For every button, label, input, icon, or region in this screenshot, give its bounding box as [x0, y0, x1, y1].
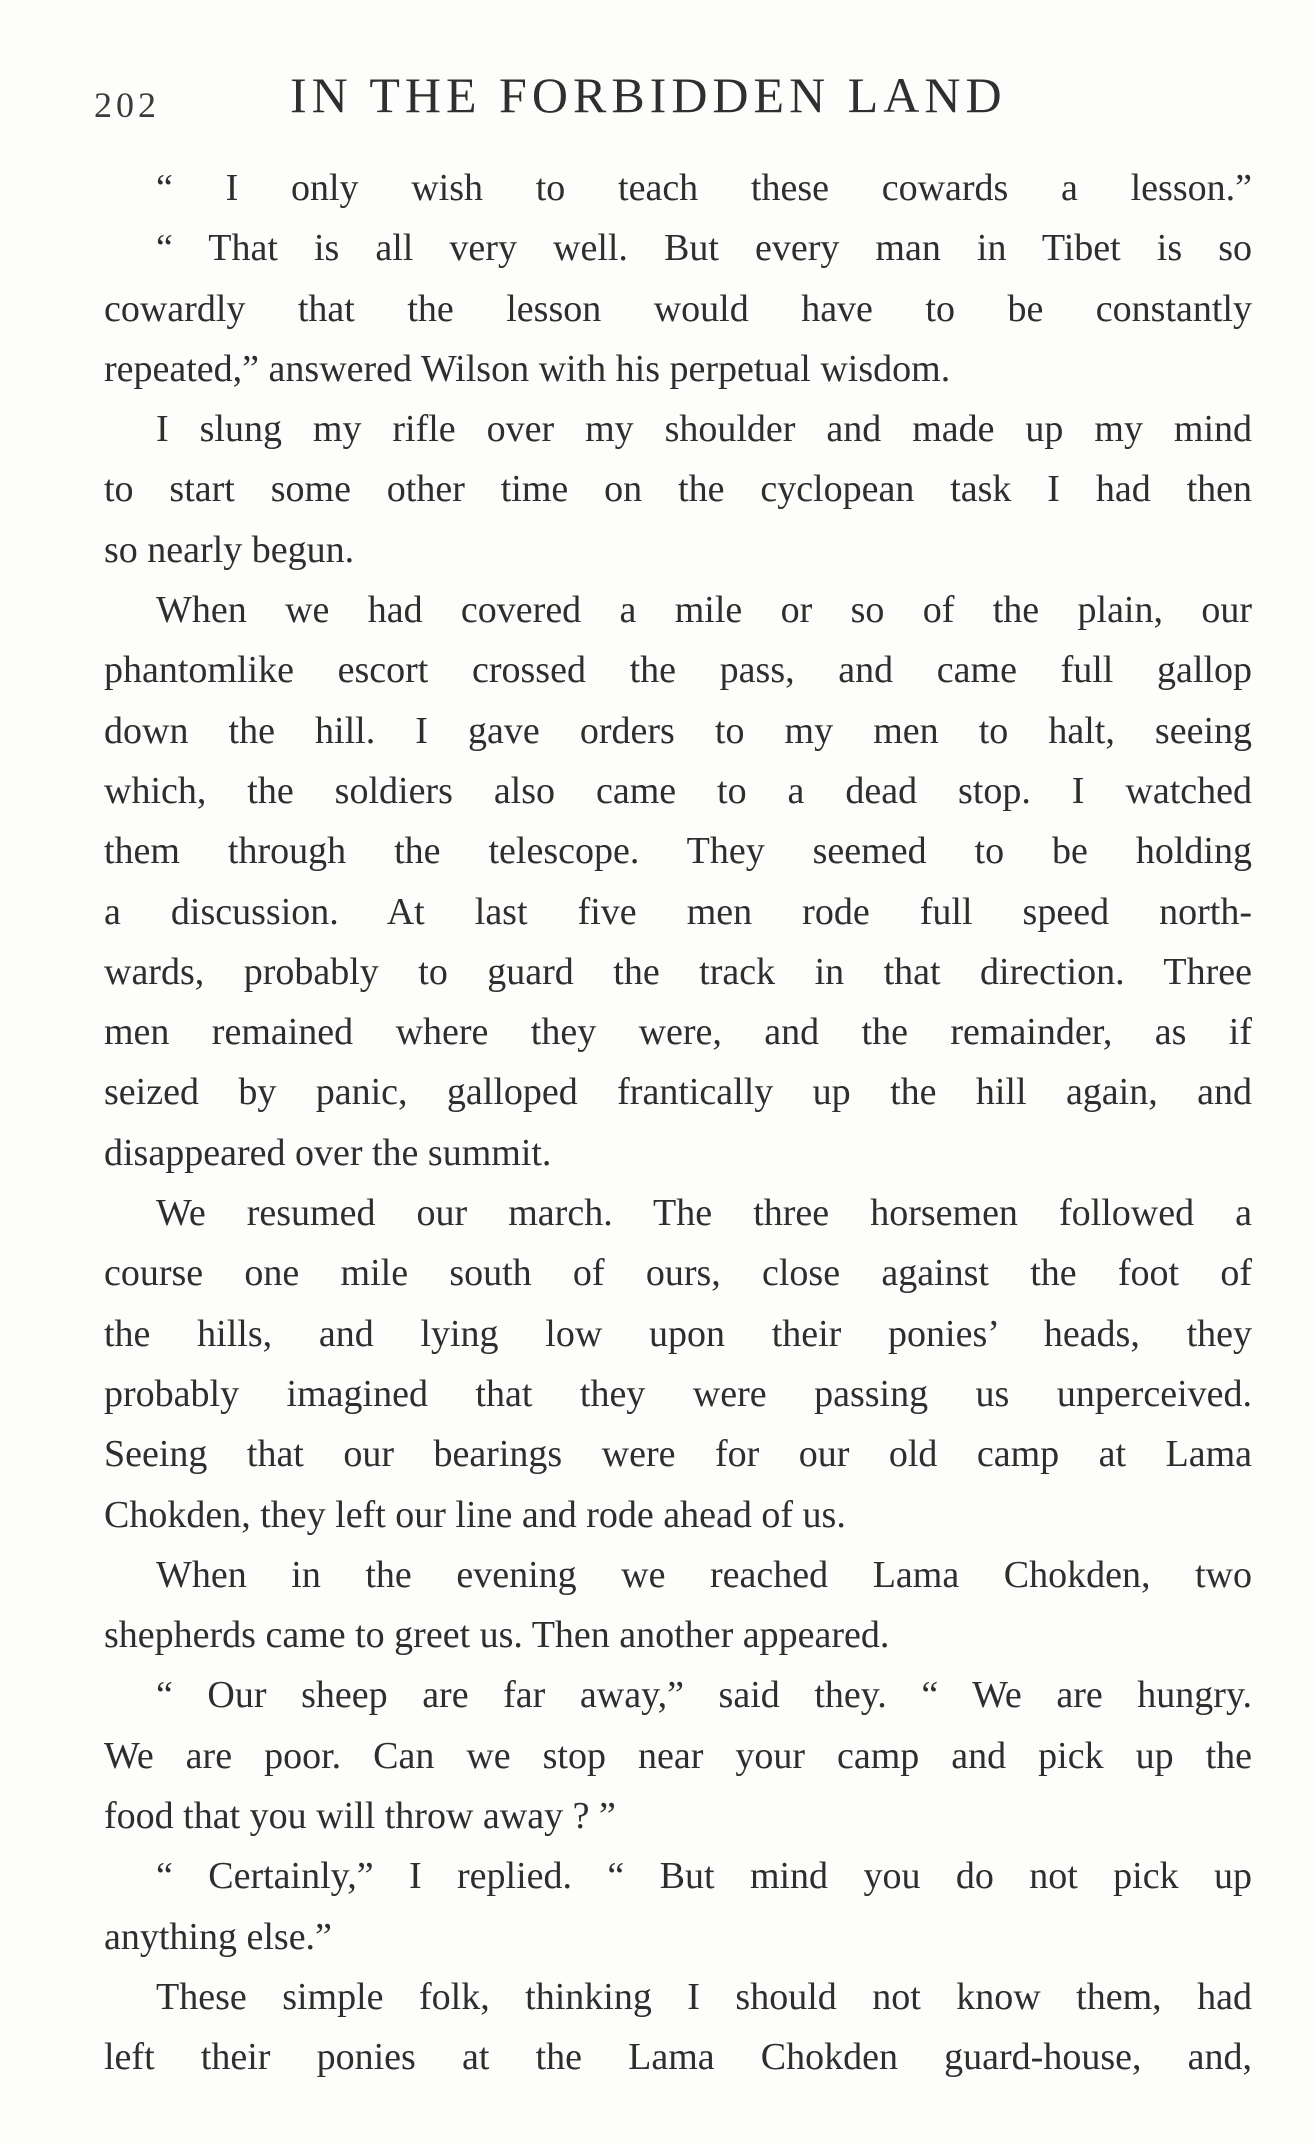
text-line: anything else.”	[104, 1915, 332, 1958]
text-line: cowardly that the lesson would have to be constantly	[104, 287, 1252, 330]
text-line: “ Certainly,” I replied. “ But mind you do not pick up	[156, 1855, 1252, 1898]
text-line: Chokden, they left our line and rode ahead of us.	[104, 1493, 846, 1536]
text-line: down the hill. I gave orders to my men to halt, seeing	[104, 709, 1252, 752]
text-line: food that you will throw away ? ”	[104, 1795, 616, 1838]
text-line: When we had covered a mile or so of the plain, our	[156, 589, 1252, 632]
text-line: left their ponies at the Lama Chokden guard-house, and,	[104, 2036, 1252, 2079]
text-line: We resumed our march. The three horsemen followed a	[156, 1192, 1252, 1235]
text-line: a discussion. At last five men rode full speed north-	[104, 890, 1252, 933]
body-text	[104, 158, 1252, 2088]
text-line: seized by panic, galloped frantically up the hill again, and	[104, 1071, 1252, 1114]
text-line: phantomlike escort crossed the pass, and came full gallop	[104, 649, 1252, 692]
text-line: repeated,” answered Wilson with his perpetual wisdom.	[104, 347, 951, 390]
text-line: to start some other time on the cyclopean task I had then	[104, 468, 1252, 511]
running-head	[94, 66, 1234, 126]
text-line: men remained where they were, and the remainder, as if	[104, 1011, 1252, 1054]
text-line: which, the soldiers also came to a dead stop. I watched	[104, 769, 1252, 812]
text-line: “ Our sheep are far away,” said they. “ We are hungry.	[156, 1674, 1252, 1717]
page-number: 202	[94, 85, 160, 125]
text-line: “ That is all very well. But every man in Tibet is so	[156, 227, 1252, 270]
text-line: course one mile south of ours, close against the foot of	[104, 1252, 1252, 1295]
text-line: the hills, and lying low upon their ponies’ heads, they	[104, 1312, 1252, 1355]
book-title: IN THE FORBIDDEN LAND	[290, 67, 1007, 123]
text-line: wards, probably to guard the track in that direction. Three	[104, 950, 1252, 993]
text-line: shepherds came to greet us. Then another appeared.	[104, 1614, 890, 1657]
text-line: These simple folk, thinking I should not know them, had	[156, 1975, 1252, 2018]
text-line: I slung my rifle over my shoulder and made up my mind	[156, 408, 1252, 451]
text-line: Seeing that our bearings were for our old camp at Lama	[104, 1433, 1252, 1476]
text-line: probably imagined that they were passing us unperceived.	[104, 1372, 1252, 1415]
text-line: so nearly begun.	[104, 528, 355, 571]
text-line: “ I only wish to teach these cowards a lesson.”	[156, 167, 1252, 209]
text-line: When in the evening we reached Lama Chokden, two	[156, 1553, 1252, 1596]
text-line: disappeared over the summit.	[104, 1131, 552, 1174]
text-line: them through the telescope. They seemed to be holding	[104, 830, 1252, 873]
text-line: We are poor. Can we stop near your camp and pick up the	[104, 1734, 1252, 1777]
